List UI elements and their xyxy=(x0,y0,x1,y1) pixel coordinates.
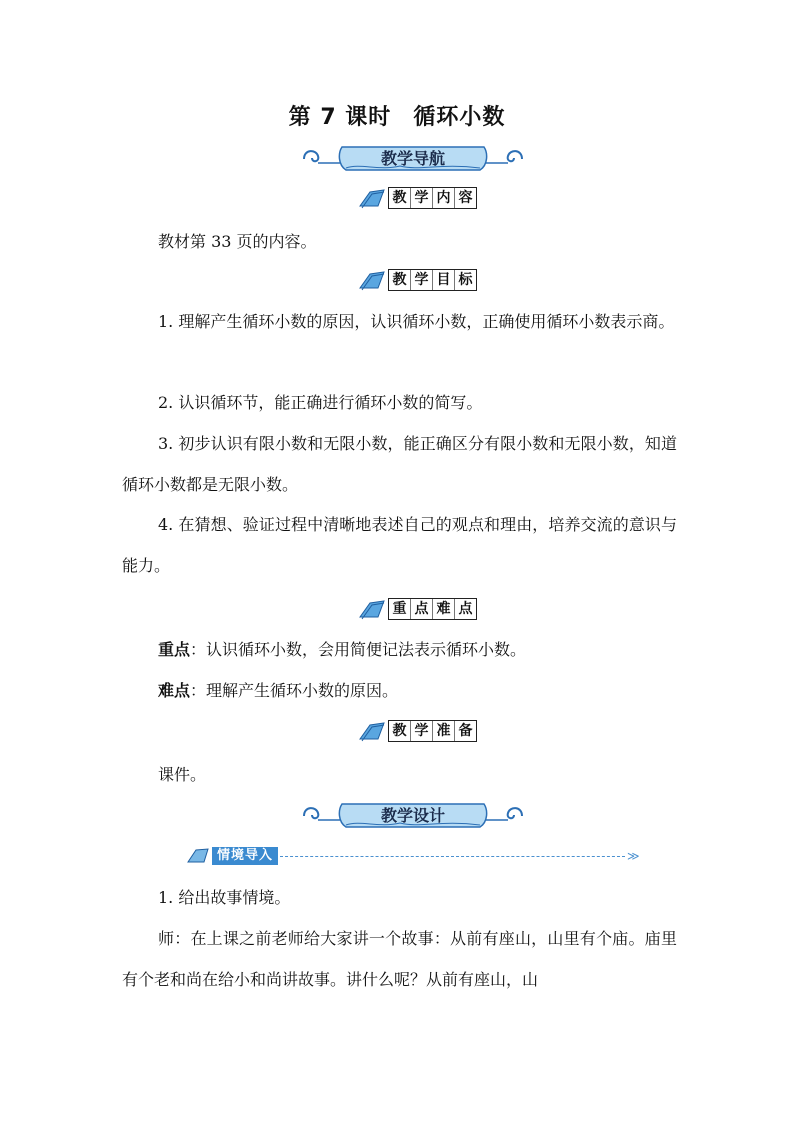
tag-char: 教 xyxy=(389,270,411,290)
goal-item-1: 1. 理解产生循环小数的原因，认识循环小数，正确使用循环小数表示商。 xyxy=(158,312,675,331)
lesson-number: 第 7 课时 xyxy=(288,105,392,130)
goal-item-4: 4. 在猜想、验证过程中清晰地表述自己的观点和理由，培养交流的意识与能力。 xyxy=(122,515,677,575)
hard-point-line xyxy=(122,670,677,711)
book-icon xyxy=(358,719,386,743)
section-tag-prep xyxy=(358,719,477,743)
tag-char: 容 xyxy=(458,190,473,206)
intro-step-1: 1. 给出故事情境。 xyxy=(158,888,291,907)
tag-char: 准 xyxy=(433,721,455,741)
book-icon xyxy=(358,268,386,292)
scenario-intro-bar xyxy=(186,846,640,866)
tag-char: 内 xyxy=(433,188,455,208)
tag-char: 点 xyxy=(458,601,473,617)
tag-char: 学 xyxy=(411,721,433,741)
key-text: ：认识循环小数，会用简便记法表示循环小数。 xyxy=(190,640,527,659)
double-arrow-icon: ≫ xyxy=(627,849,640,863)
tag-char: 重 xyxy=(389,599,411,619)
goal-item-2: 2. 认识循环节，能正确进行循环小数的简写。 xyxy=(158,393,483,412)
tag-char: 标 xyxy=(458,272,473,288)
section-tag-content xyxy=(358,186,477,210)
dashed-divider xyxy=(280,856,625,857)
tag-char: 学 xyxy=(411,188,433,208)
banner-label: 教学导航 xyxy=(380,149,445,168)
content-text: 教材第 33 页的内容。 xyxy=(158,232,317,251)
book-icon xyxy=(358,597,386,621)
section-tag-goals xyxy=(358,268,477,292)
book-icon xyxy=(186,846,212,866)
page-title xyxy=(0,100,794,131)
teaching-guide-banner xyxy=(300,143,526,173)
lesson-topic: 循环小数 xyxy=(413,105,506,130)
scenario-intro-label: 情境导入 xyxy=(212,847,278,865)
tag-char: 教 xyxy=(389,721,411,741)
prep-text: 课件。 xyxy=(158,765,207,784)
hard-label: 难点 xyxy=(158,681,191,700)
goal-item-3: 3. 初步认识有限小数和无限小数，能正确区分有限小数和无限小数，知道循环小数都是无限小数。 xyxy=(122,434,677,494)
tag-char: 难 xyxy=(433,599,455,619)
banner-label: 教学设计 xyxy=(380,806,445,825)
tag-char: 教 xyxy=(389,188,411,208)
teaching-design-banner xyxy=(300,800,526,830)
tag-char: 备 xyxy=(458,723,473,739)
hard-text: ：理解产生循环小数的原因。 xyxy=(190,681,399,700)
intro-story: 师：在上课之前老师给大家讲一个故事：从前有座山，山里有个庙。庙里有个老和尚在给小和尚讲故事。讲什么呢？从前有座山，山 xyxy=(122,929,677,989)
tag-char: 目 xyxy=(433,270,455,290)
key-label: 重点 xyxy=(158,640,191,659)
tag-char: 点 xyxy=(411,599,433,619)
key-point-line xyxy=(122,629,677,670)
book-icon xyxy=(358,186,386,210)
section-tag-key-points xyxy=(358,597,477,621)
tag-char: 学 xyxy=(411,270,433,290)
